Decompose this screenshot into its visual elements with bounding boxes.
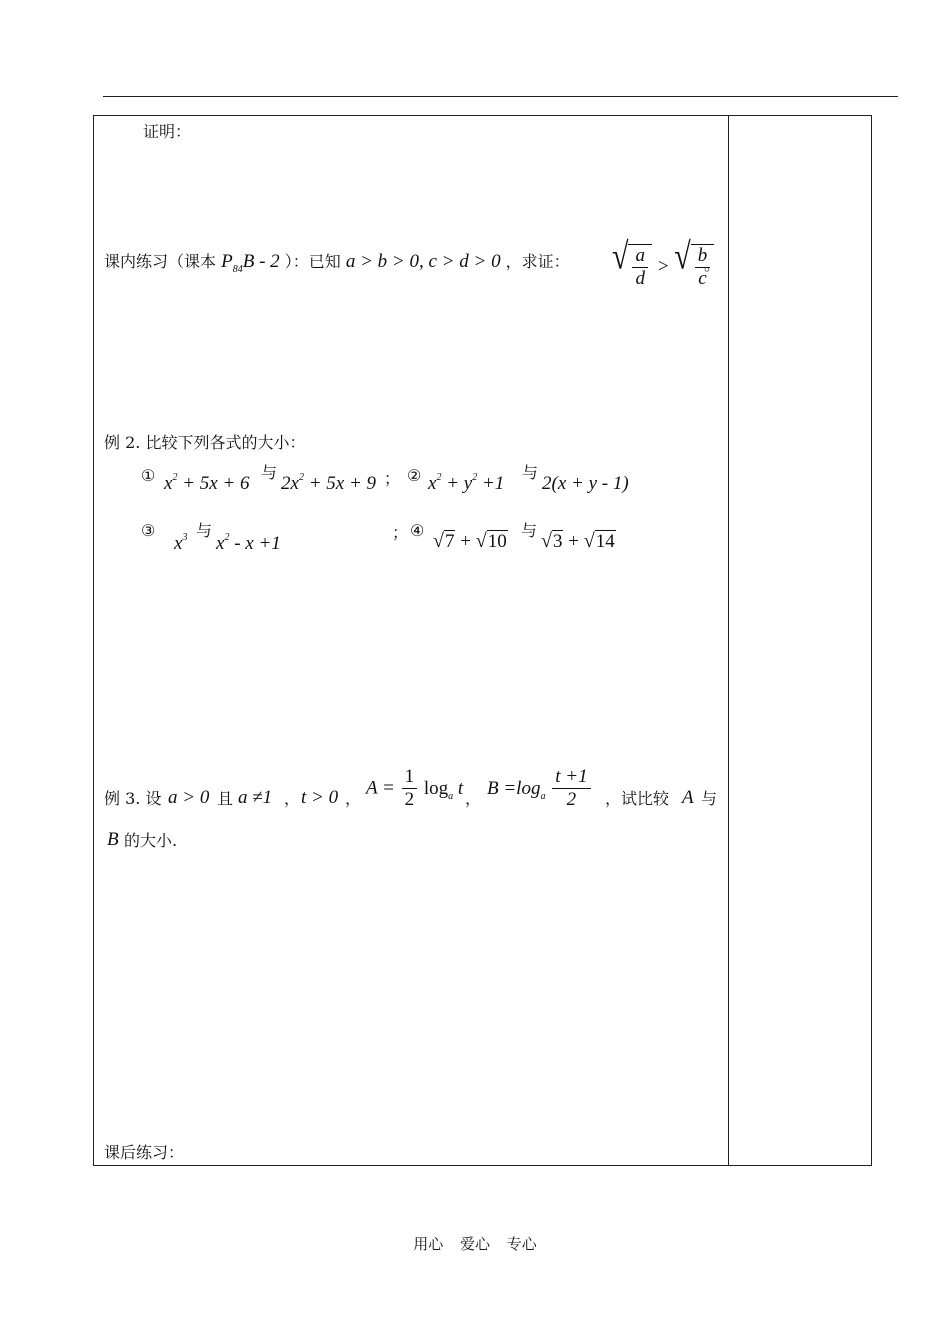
expr-x2-y2-1: $x^2 + y^2 +1$ [428, 472, 505, 494]
comma-1: ， [284, 789, 301, 808]
separator-2: ； [392, 523, 409, 542]
footer-word-1: 用心 [413, 1235, 444, 1253]
example3-lead: 例 3. 设 [104, 789, 162, 808]
cond-a-ne-1: a ≠1 [238, 787, 273, 808]
footer-word-2: 爱心 [459, 1235, 490, 1253]
circled-2: ② [407, 466, 422, 485]
sqrt-a-over-d: √ $\frac{a}{d}$ [612, 244, 652, 290]
textbook-page-ref: $P_{84}B - 2$ [221, 251, 280, 275]
circled-4: ④ [410, 521, 425, 540]
practice-condition: a > b > 0, c > d > 0 [345, 251, 501, 272]
expr-2-x-y-1: 2(x + y - 1) [542, 473, 629, 494]
expr-sqrt3-sqrt14: √3 + √14 [541, 530, 615, 552]
practice-lead: 课内练习（课本 [104, 252, 217, 271]
comma-2: ， [345, 789, 362, 808]
def-A: A = $\frac{1}{2}$ $\log_a t$ [366, 766, 464, 810]
cond-t-gt-0: t > 0 [301, 787, 339, 808]
circled-1: ① [141, 466, 156, 485]
comma-3: ， [465, 789, 482, 808]
cond-a-gt-0: a > 0 [168, 787, 210, 808]
practice-line [104, 252, 570, 275]
example2-title: 例 2. 比较下列各式的大小： [104, 433, 306, 452]
compare-lead: ，试比较 [605, 789, 670, 808]
expr-2x2-5x-9: $2x^2 + 5x + 9$ [281, 472, 377, 494]
practice-end: 。 [704, 255, 721, 274]
header-rule [103, 96, 898, 97]
homework-label: 课后练习： [104, 1143, 185, 1162]
expr-sqrt7-sqrt10: √7 + √10 [433, 530, 507, 552]
symbol-B: B [107, 829, 119, 850]
expr-x2-5x-6: $x^2 + 5x + 6$ [164, 472, 250, 494]
sqrt-b-over-c: √ $\frac{b}{c}$ [674, 244, 714, 290]
symbol-A: A [682, 787, 694, 808]
expr-x2-x-1: $x^2 - x +1$ [216, 532, 281, 554]
with-4: 与 [521, 521, 538, 540]
proof-label: 证明： [143, 122, 192, 141]
practice-inequality: √ $\frac{a}{d}$ > √ $\frac{b}{c}$ [612, 244, 714, 290]
circled-3: ③ [141, 521, 156, 540]
footer-word-3: 专心 [506, 1235, 537, 1253]
with-2: 与 [522, 463, 539, 482]
notes-column-divider [728, 115, 729, 1166]
example3-size: 的大小. [124, 831, 178, 850]
with-5: 与 [701, 789, 718, 808]
expr-x3: $x^3$ [174, 532, 188, 554]
def-B: $B =\log_a$ $\frac{t +1}{2}$ [487, 766, 593, 811]
practice-prove-lead: ，求证： [505, 252, 570, 271]
with-3: 与 [196, 521, 213, 540]
with-1: 与 [261, 463, 278, 482]
practice-given: ）：已知 [284, 252, 341, 271]
separator-1: ； [384, 469, 401, 488]
and-word: 且 [217, 789, 234, 808]
page-footer [0, 1233, 950, 1254]
